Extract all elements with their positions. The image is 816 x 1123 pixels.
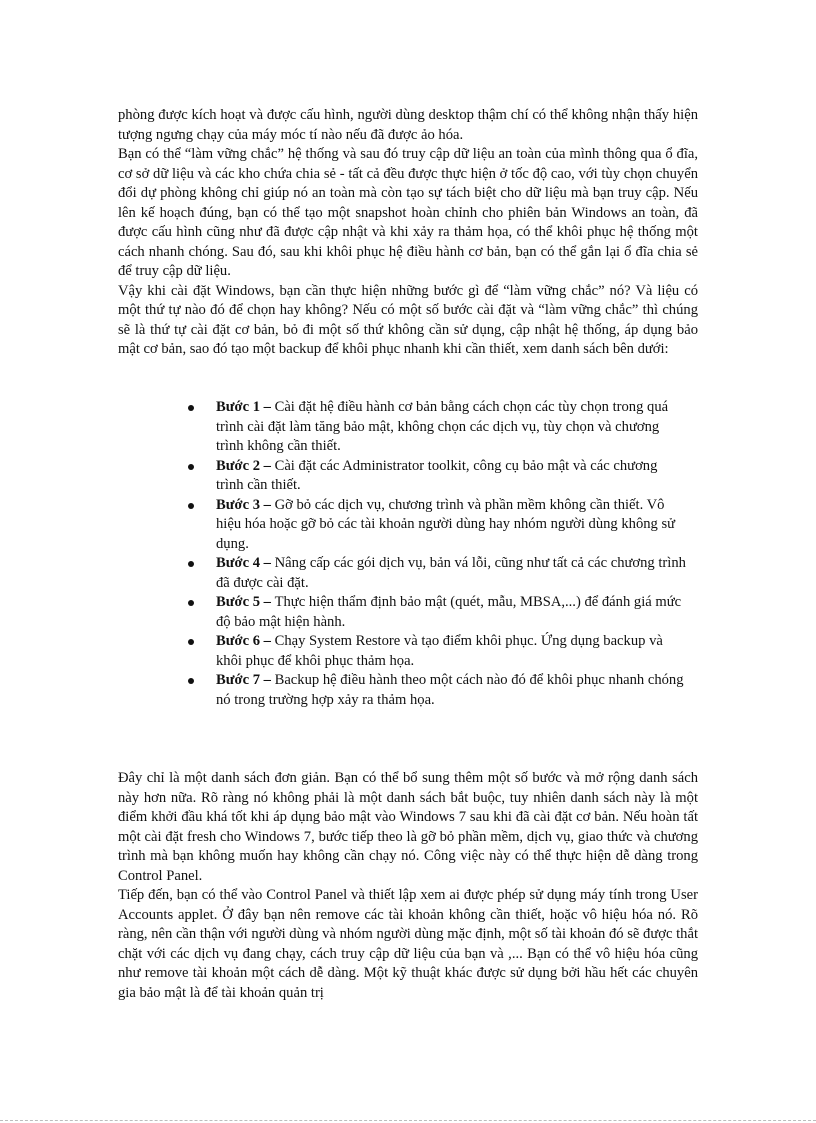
step-label: Bước 6 –	[216, 633, 275, 649]
step-text: Cài đặt hệ điều hành cơ bản bằng cách chọn các tùy chọn trong quá trình cài đặt làm tăng bảo mật, không chọn các dịch vụ, tùy chọn và chương trình không cần thiết.	[216, 399, 669, 454]
bullet-icon	[188, 561, 194, 567]
bullet-icon	[188, 600, 194, 606]
list-item	[188, 554, 688, 593]
intro-paragraph-2: Bạn có thể “làm vững chắc” hệ thống và sau đó truy cập dữ liệu an toàn của mình thông qua ổ đĩa, cơ sở dữ liệu và các kho chứa chia sẻ - tất cả đều được thực hiện ở tốc độ cao, với tùy chọn chuyển đổi dự phòng không chỉ giúp nó an toàn mà còn tạo sự tách biệt cho dữ liệu mà bạn truy cập. Nếu lên kế hoạch đúng, bạn có thể tạo một snapshot hoàn chỉnh cho phiên bản Windows an toàn, đã được cấu hình cũng như đã được cập nhật và khi xảy ra thảm họa, có thể khôi phục hệ thống một cách nhanh chóng. Sau đó, sau khi khôi phục hệ điều hành cơ bản, bạn có thể gắn lại ổ đĩa chia sẻ để truy cập dữ liệu.	[118, 146, 698, 279]
steps-list	[188, 398, 688, 710]
page-bottom-divider	[0, 1120, 816, 1121]
intro-paragraph-1: phòng được kích hoạt và được cấu hình, người dùng desktop thậm chí có thể không nhận thấy hiện tượng ngưng chạy của máy móc tí nào nếu đã được ảo hóa.	[118, 107, 698, 143]
list-item	[188, 457, 688, 496]
closing-paragraph-2: Tiếp đến, bạn có thể vào Control Panel và thiết lập xem ai được phép sử dụng máy tính trong User Accounts applet. Ở đây bạn nên remove các tài khoản không cần thiết, hoặc vô hiệu hóa nó. Rõ ràng, nên cần thận với người dùng và nhóm người dùng mặc định, một số tài khoản đó sẽ được thắt chặt với các dịch vụ đang chạy, cách truy cập dữ liệu của bạn và ,... Bạn có thể vô hiệu hóa cũng như remove tài khoản một cách dễ dàng. Một kỹ thuật khác được sử dụng bởi hầu hết các chuyên gia bảo mật là để tài khoản quản trị	[118, 887, 698, 1001]
step-label: Bước 2 –	[216, 457, 275, 474]
bullet-icon	[188, 405, 194, 411]
step-label: Bước 3 –	[216, 496, 275, 513]
step-label: Bước 4 –	[216, 555, 275, 571]
intro-paragraph-3: Vậy khi cài đặt Windows, bạn cần thực hiện những bước gì để “làm vững chắc” nó? Và liệu có một thứ tự nào đó để chọn hay không? Nếu có một số bước cài đặt và “làm vững chắc” thì chúng sẽ là thứ tự cài đặt cơ bản, bỏ đi một số thứ không cần sử dụng, cập nhật hệ thống, áp dụng bảo mật cơ bản, sao đó tạo một backup để khôi phục nhanh khi cần thiết, xem danh sách bên dưới:	[118, 282, 698, 357]
closing-paragraph-1: Đây chỉ là một danh sách đơn giản. Bạn có thể bổ sung thêm một số bước và mở rộng danh sách này hơn nữa. Rõ ràng nó không phải là một danh sách bắt buộc, tuy nhiên danh sách này là một điểm khởi đầu khá tốt khi áp dụng bảo mật vào Windows 7 sau khi đã cài đặt cơ bản. Nếu hoàn tất một cài đặt fresh cho Windows 7, bước tiếp theo là gỡ bỏ phần mềm, dịch vụ, giao thức và chương trình mà bạn không muốn hay không cần chạy nó. Công việc này có thể thực hiện dễ dàng trong Control Panel.	[118, 770, 698, 884]
step-text: Gỡ bỏ các dịch vụ, chương trình và phần mềm không cần thiết. Vô hiệu hóa hoặc gỡ bỏ các tài khoản người dùng hay nhóm người dùng không sử dụng.	[216, 496, 676, 552]
step-text: Nâng cấp các gói dịch vụ, bản vá lỗi, cũng như tất cả các chương trình đã được cài đặt.	[216, 555, 686, 591]
step-text: Backup hệ điều hành theo một cách nào đó để khôi phục nhanh chóng nó trong trường hợp xảy ra thảm họa.	[216, 672, 684, 708]
list-item	[188, 496, 688, 555]
step-text: Thực hiện thẩm định bảo mật (quét, mẫu, MBSA,...) để đánh giá mức độ bảo mật hiện hành.	[216, 594, 682, 630]
bullet-icon	[188, 678, 194, 684]
bullet-icon	[188, 464, 194, 470]
step-label: Bước 7 –	[216, 672, 275, 688]
intro-text	[118, 106, 698, 360]
bullet-icon	[188, 639, 194, 645]
list-item	[188, 671, 688, 710]
closing-text	[118, 769, 698, 1003]
step-text: Chạy System Restore và tạo điểm khôi phục. Ứng dụng backup và khôi phục để khôi phục thảm họa.	[216, 633, 663, 669]
step-label: Bước 5 –	[216, 594, 275, 610]
step-label: Bước 1 –	[216, 399, 275, 415]
list-item	[188, 593, 688, 632]
list-item	[188, 632, 688, 671]
bullet-icon	[188, 503, 194, 509]
list-item	[188, 398, 688, 457]
step-text: Cài đặt các Administrator toolkit, công cụ bảo mật và các chương trình cần thiết.	[216, 457, 658, 493]
